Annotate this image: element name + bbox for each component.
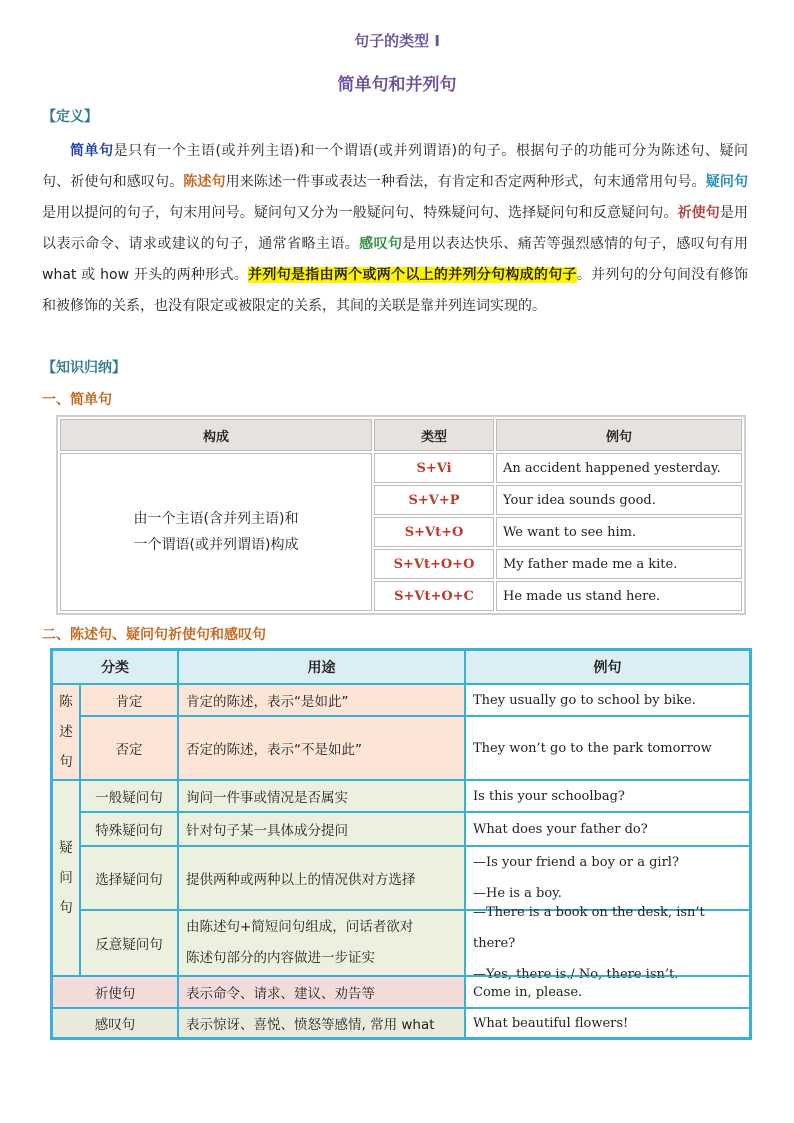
group-char: 问 — [59, 870, 73, 886]
group-declarative — [52, 684, 80, 780]
example-line: —Is your friend a boy or a girl? — [473, 855, 679, 870]
usage-cell: 表示惊讶、喜悦、愤怒等感情, 常用 what — [178, 1008, 465, 1038]
group-char: 句 — [59, 754, 73, 770]
pattern-cell: S+Vt+O+C — [374, 581, 494, 611]
usage-cell: 针对句子某一具体成分提问 — [178, 812, 465, 846]
def-text-1: 是只有一个主语(或并列主语)和一个谓语(或并列谓语)的句子。根据句子的功能可分为陈述句、疑问句、祈使句和感叹句。 — [42, 143, 748, 190]
example-cell: Is this your schoolbag? — [465, 780, 750, 812]
term-question: 疑问句 — [705, 174, 749, 190]
summary-heading: 【知识归纳】 — [42, 360, 126, 376]
example-cell: Come in, please. — [465, 976, 750, 1008]
sentence-types-table — [50, 648, 752, 1040]
example-cell: They usually go to school by bike. — [465, 684, 750, 716]
type-imperative: 祈使句 — [52, 976, 178, 1008]
example-cell: He made us stand here. — [496, 581, 742, 611]
header-category: 分类 — [52, 650, 178, 684]
term-declarative: 陈述句 — [183, 174, 226, 190]
example-cell: What does your father do? — [465, 812, 750, 846]
pattern-cell: S+Vt+O — [374, 517, 494, 547]
simple-sentence-table — [56, 415, 746, 615]
page-subtitle: 简单句和并列句 — [337, 75, 457, 95]
example-line: —He is a boy. — [473, 886, 562, 901]
subtype-cell: 否定 — [80, 716, 178, 780]
def-text-6: 。并列句的分句间没有修饰和被修饰的关系，也没有限定或被限定的关系，其间的关联是靠并列连词实现的。 — [42, 267, 749, 314]
page-title: 句子的类型 I — [354, 32, 440, 50]
usage-cell: 否定的陈述，表示“不是如此” — [178, 716, 465, 780]
subtype-cell: 反意疑问句 — [80, 910, 178, 976]
header-type: 类型 — [374, 419, 494, 451]
pattern-cell: S+Vt+O+O — [374, 549, 494, 579]
usage-cell: 询问一件事或情况是否属实 — [178, 780, 465, 812]
group-char: 疑 — [59, 840, 73, 856]
header-usage: 用途 — [178, 650, 465, 684]
group-char: 句 — [59, 900, 73, 916]
group-question — [52, 780, 80, 976]
group-char: 陈 — [59, 694, 73, 710]
usage-line: 由陈述句+简短问句组成，问话者欲对 — [186, 919, 414, 935]
example-cell: They won’t go to the park tomorrow — [465, 716, 750, 780]
definition-paragraph — [42, 136, 748, 322]
example-cell: Your idea sounds good. — [496, 485, 742, 515]
def-text-3: 是用以提问的句子，句末用问号。疑问句又分为一般疑问句、特殊疑问句、选择疑问句和反意疑问句。 — [42, 205, 678, 221]
term-simple: 简单句 — [70, 143, 114, 159]
example-cell: My father made me a kite. — [496, 549, 742, 579]
term-imperative: 祈使句 — [677, 205, 720, 221]
subtype-cell: 特殊疑问句 — [80, 812, 178, 846]
usage-cell: 提供两种或两种以上的情况供对方选择 — [178, 846, 465, 910]
term-exclamatory: 感叹句 — [359, 236, 403, 252]
example-cell — [465, 904, 750, 982]
header-example: 例句 — [496, 419, 742, 451]
section1-heading: 一、简单句 — [42, 392, 112, 408]
def-text-4: 是用以表示命令、请求或建议的句子，通常省略主语。 — [42, 205, 749, 252]
usage-line: 陈述句部分的内容做进一步证实 — [186, 950, 375, 966]
usage-cell — [178, 910, 465, 976]
composition-line-1: 由一个主语(含并列主语)和 — [133, 511, 299, 527]
definition-heading: 【定义】 — [42, 109, 98, 125]
example-cell: An accident happened yesterday. — [496, 453, 742, 483]
example-line: —Yes, there is./ No, there isn’t. — [473, 966, 679, 982]
header-composition: 构成 — [60, 419, 372, 451]
group-char: 述 — [59, 724, 73, 740]
example-cell: What beautiful flowers! — [465, 1008, 750, 1038]
section2-heading: 二、陈述句、疑问句祈使句和感叹句 — [42, 627, 266, 643]
def-text-5: 是用以表达快乐、痛苦等强烈感情的句子，感叹句有用 what 或 how 开头的两种形式。 — [42, 236, 749, 283]
composition-line-2: 一个谓语(或并列谓语)构成 — [133, 537, 299, 553]
usage-cell: 表示命令、请求、建议、劝告等 — [178, 976, 465, 1008]
subtype-cell: 肯定 — [80, 684, 178, 716]
subtype-cell: 一般疑问句 — [80, 780, 178, 812]
highlight-compound: 并列句是指由两个或两个以上的并列分句构成的句子 — [248, 267, 577, 283]
pattern-cell: S+Vi — [374, 453, 494, 483]
type-exclamatory: 感叹句 — [52, 1008, 178, 1038]
pattern-cell: S+V+P — [374, 485, 494, 515]
subtype-cell: 选择疑问句 — [80, 846, 178, 910]
def-text-2: 用来陈述一件事或表达一种看法，有肯定和否定两种形式，句末通常用句号。 — [225, 174, 706, 190]
example-line: —There is a book on the desk, isn’t there? — [473, 904, 705, 951]
header-example: 例句 — [465, 650, 750, 684]
usage-cell: 肯定的陈述，表示“是如此” — [178, 684, 465, 716]
composition-cell — [60, 453, 372, 611]
example-cell: We want to see him. — [496, 517, 742, 547]
